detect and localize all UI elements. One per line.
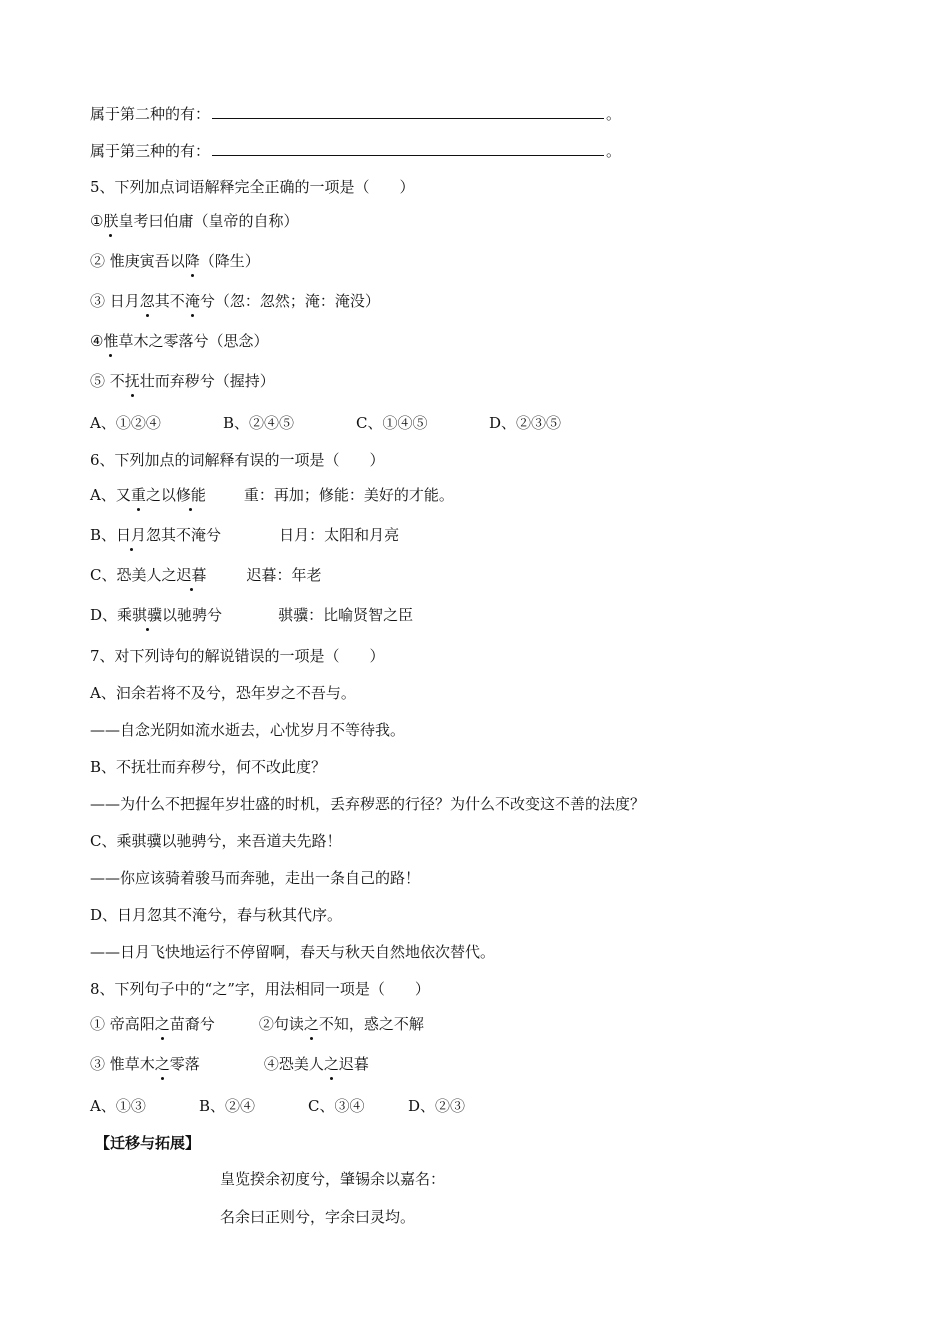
q8-items-row-1 (90, 1014, 424, 1034)
q5-item-2 (90, 251, 260, 271)
q7-line: ——为什么不把握年岁壮盛的时机，丢弃秽恶的行径？为什么不改变这不善的法度？ (90, 795, 646, 813)
q5-item-3 (90, 291, 380, 311)
q7-line: ——你应该骑着骏马而奔驰，走出一条自己的路！ (90, 869, 421, 887)
dotted-word: 之 (154, 1015, 170, 1033)
dotted-word: 骐骥 (132, 606, 163, 624)
q8-stem: 8、下列句子中的“之”字，用法相同一项是（ ） (90, 980, 430, 998)
dotted-word: 修能 (175, 486, 206, 504)
option-d[interactable]: D、②③ (408, 1097, 466, 1115)
item-text: ④恐美人 (263, 1055, 324, 1073)
option-b[interactable]: B、②④ (199, 1097, 256, 1115)
answer-blank-second[interactable] (212, 106, 604, 119)
option-text: C、恐美人之 (90, 566, 177, 584)
item-number: ④ (90, 332, 104, 350)
item-text: 其不 (154, 292, 185, 310)
dotted-word: 抚 (124, 372, 140, 390)
dotted-word: 惟 (103, 332, 119, 350)
classify-third-row (90, 141, 621, 161)
dotted-word: 降 (184, 252, 200, 270)
q7-line[interactable]: B、不抚壮而弃秽兮，何不改此度？ (90, 758, 327, 776)
q5-item-1 (90, 211, 298, 231)
end-mark: 。 (606, 105, 622, 123)
option-b[interactable]: B、②④⑤ (223, 414, 295, 432)
option-note: 日月：太阳和月亮 (279, 526, 400, 544)
option-c[interactable]: C、③④ (308, 1097, 365, 1115)
q5-item-5 (90, 371, 275, 391)
section-heading: 【迁移与拓展】 (95, 1134, 201, 1152)
q7-line[interactable]: D、日月忽其不淹兮，春与秋其代序。 (90, 906, 343, 924)
classify-second-label: 属于第二种的有： (90, 105, 211, 123)
dotted-word: 之 (323, 1055, 339, 1073)
dotted-word: 之 (303, 1015, 319, 1033)
option-note: 重：再加；修能：美好的才能。 (243, 486, 454, 504)
q7-stem: 7、对下列诗句的解说错误的一项是（ ） (90, 647, 385, 665)
item-text: 壮而弃秽兮（握持） (139, 372, 275, 390)
dotted-word: 淹 (184, 292, 200, 310)
item-text: 不知，惑之不解 (318, 1015, 424, 1033)
poem-line-2: 名余曰正则兮，字余曰灵均。 (220, 1208, 416, 1226)
option-text: 以驰骋兮 (162, 606, 223, 624)
item-text: 零落 (169, 1055, 200, 1073)
dotted-word: 忽 (139, 292, 155, 310)
item-text: ② 惟庚寅吾以 (90, 252, 185, 270)
q8-items-row-2 (90, 1054, 369, 1074)
q6-option-a[interactable] (90, 485, 454, 505)
option-text: 之以 (145, 486, 176, 504)
item-text: 迟暮 (338, 1055, 369, 1073)
item-text: 草木之零落兮（思念） (118, 332, 269, 350)
option-text: 忽其不淹兮 (146, 526, 222, 544)
item-text: ③ 惟草木 (90, 1055, 155, 1073)
q7-line[interactable]: A、汩余若将不及兮，恐年岁之不吾与。 (90, 684, 356, 702)
dotted-word: 朕 (103, 212, 119, 230)
q5-stem: 5、下列加点词语解释完全正确的一项是（ ） (90, 178, 415, 196)
classify-second-row (90, 104, 621, 124)
option-text: D、乘 (90, 606, 133, 624)
q6-option-c[interactable] (90, 565, 322, 585)
item-text: 皇考曰伯庸（皇帝的自称） (118, 212, 299, 230)
poem-line-1: 皇览揆余初度兮，肇锡余以嘉名： (220, 1170, 446, 1188)
answer-blank-third[interactable] (212, 143, 604, 156)
q7-line[interactable]: C、乘骐骥以驰骋兮，来吾道夫先路！ (90, 832, 342, 850)
q7-line: ——自念光阴如流水逝去，心忧岁月不等待我。 (90, 721, 406, 739)
q6-stem: 6、下列加点的词解释有误的一项是（ ） (90, 451, 385, 469)
item-text: ⑤ 不 (90, 372, 125, 390)
option-a[interactable]: A、①②④ (90, 414, 161, 432)
q8-options (90, 1096, 508, 1116)
classify-third-label: 属于第三种的有： (90, 142, 211, 160)
option-d[interactable]: D、②③⑤ (489, 414, 562, 432)
q6-option-d[interactable] (90, 605, 413, 625)
dotted-word: 日月 (116, 526, 147, 544)
q5-item-4 (90, 331, 268, 351)
q6-option-b[interactable] (90, 525, 399, 545)
q5-options (90, 413, 622, 433)
item-text: （降生） (199, 252, 260, 270)
item-text: ②句读 (258, 1015, 304, 1033)
q7-line: ——日月飞快地运行不停留啊，春天与秋天自然地依次替代。 (90, 943, 496, 961)
dotted-word: 重 (130, 486, 146, 504)
item-text: 苗裔兮 (169, 1015, 215, 1033)
option-note: 迟暮：年老 (246, 566, 322, 584)
option-c[interactable]: C、①④⑤ (356, 414, 428, 432)
option-text: B、 (90, 526, 117, 544)
end-mark: 。 (606, 142, 622, 160)
option-a[interactable]: A、①③ (90, 1097, 146, 1115)
item-text: ③ 日月 (90, 292, 140, 310)
item-text: ① 帝高阳 (90, 1015, 155, 1033)
dotted-word: 之 (154, 1055, 170, 1073)
option-note: 骐骥：比喻贤智之臣 (278, 606, 414, 624)
item-text: 兮（忽：忽然；淹：淹没） (199, 292, 380, 310)
option-text: A、又 (90, 486, 131, 504)
dotted-word: 迟暮 (176, 566, 207, 584)
item-number: ① (90, 212, 104, 230)
